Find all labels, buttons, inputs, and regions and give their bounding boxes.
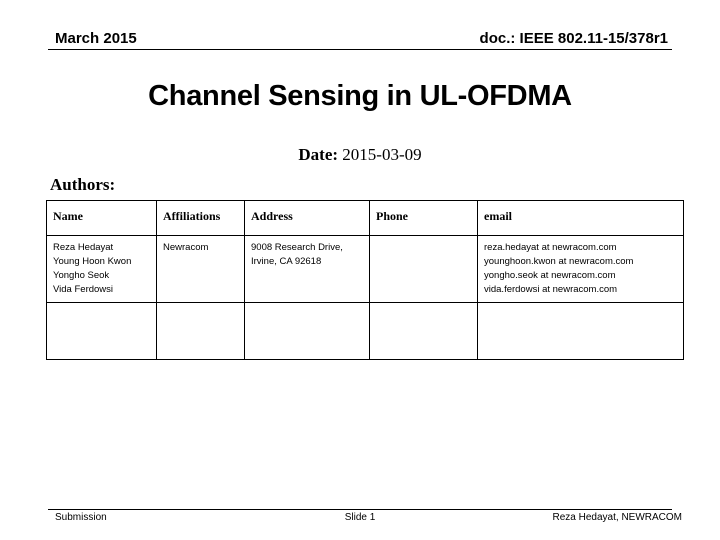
email-line: yongho.seok at newracom.com: [484, 270, 616, 281]
cell-affiliation: [157, 236, 245, 303]
cell-phone: [370, 236, 478, 303]
cell-empty: [478, 303, 684, 360]
address-line: Irvine, CA 92618: [251, 256, 322, 267]
date-line: [0, 145, 720, 165]
cell-name: [47, 236, 157, 303]
cell-empty: [157, 303, 245, 360]
cell-empty: [370, 303, 478, 360]
date-value: 2015-03-09: [342, 145, 422, 164]
address-line: 9008 Research Drive,: [251, 242, 343, 253]
footer-submission: Submission: [55, 512, 107, 523]
table-header-row: [47, 201, 684, 236]
header-email: email: [478, 201, 684, 236]
email-line: younghoon.kwon at newracom.com: [484, 256, 634, 267]
email-line: reza.hedayat at newracom.com: [484, 242, 617, 253]
header-name: Name: [47, 201, 157, 236]
cell-empty: [47, 303, 157, 360]
footer-slide-number: Slide 1: [344, 512, 376, 523]
author-name: Young Hoon Kwon: [53, 256, 132, 267]
author-name: Vida Ferdowsi: [53, 284, 114, 295]
footer-divider: [48, 509, 672, 510]
table-row-empty: [47, 303, 684, 360]
header-phone: Phone: [370, 201, 478, 236]
footer-author: Reza Hedayat, NEWRACOM: [552, 512, 682, 523]
authors-label: Authors:: [50, 175, 116, 194]
cell-address: [245, 236, 370, 303]
header-divider: [48, 49, 672, 50]
cell-empty: [245, 303, 370, 360]
date-label: Date:: [298, 145, 339, 164]
slide-title: Channel Sensing in UL-OFDMA: [148, 80, 572, 112]
author-name: Yongho Seok: [53, 270, 110, 281]
header-affiliations: Affiliations: [157, 201, 245, 236]
table-row: [47, 236, 684, 303]
header-doc-id: doc.: IEEE 802.11-15/378r1: [479, 30, 668, 47]
email-line: vida.ferdowsi at newracom.com: [484, 284, 618, 295]
affiliation-text: Newracom: [163, 242, 209, 253]
header-address: Address: [245, 201, 370, 236]
authors-table: [46, 200, 684, 360]
header-date: March 2015: [55, 30, 137, 47]
author-name: Reza Hedayat: [53, 242, 114, 253]
cell-email: [478, 236, 684, 303]
